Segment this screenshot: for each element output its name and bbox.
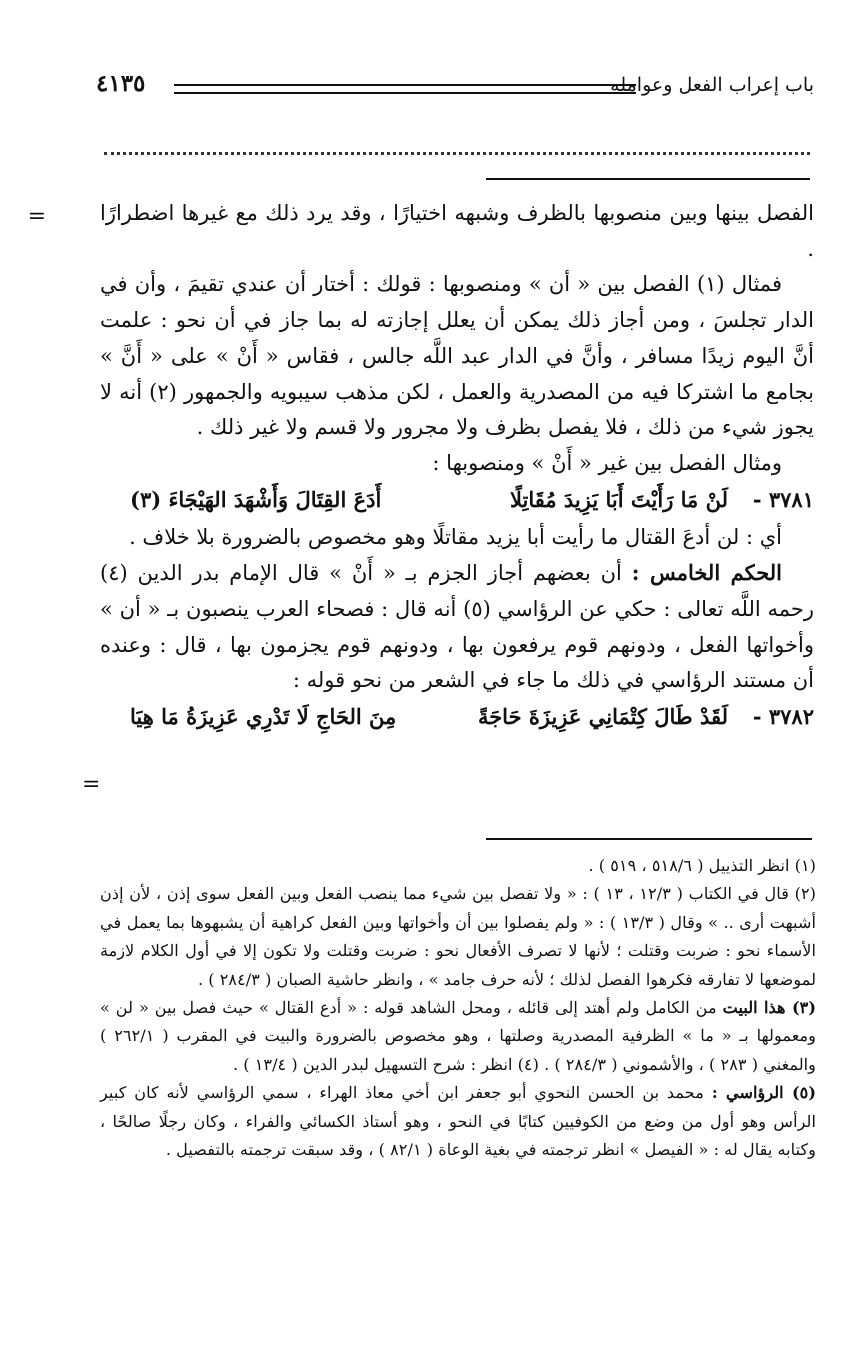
running-header <box>96 70 814 104</box>
footnote-text: محمد بن الحسن النحوي أبو جعفر ابن أخي معاذ الهراء ، سمي الرؤاسي لأنه كان كبير الرأس وهو أول من وضع من الكوفيين كتابًا في النحو ، وهو أستاذ الكسائي والفراء ، وكان رجلًا صالحًا ، وكتابه يقال له : « الفيصل » انظر ترجمته في بغية الوعاة ( ٨٢/١ ) ، وقد سبقت ترجمته بالتفصيل . <box>100 1083 816 1160</box>
verse-hemistich-second: مِنَ الحَاجِ لَا تَدْرِي عَزِيزَةُ مَا هِيَا <box>130 704 397 730</box>
footnote: (١) انظر التذييل ( ٥١٨/٦ ، ٥١٩ ) . <box>588 856 816 875</box>
verse-3781 <box>100 482 814 520</box>
footnote <box>100 994 816 1079</box>
verse-number: ٣٧٨٢ - <box>752 704 814 730</box>
paragraph: ومثال الفصل بين غير « أَنْ » ومنصوبها : <box>432 450 782 475</box>
footnotes <box>100 852 816 1164</box>
continuation-mark-top: = <box>27 204 46 229</box>
paragraph: الفصل بينها وبين منصوبها بالظرف وشبهه اختيارًا ، وقد يرد ذلك مع غيرها اضطرارًا . <box>100 201 814 261</box>
chapter-title: باب إعراب الفعل وعوامله <box>610 74 814 96</box>
footnote-lead: (٣) هذا البيت <box>722 998 816 1018</box>
verse-hemistich-first: لَنْ مَا رَأَيْتَ أَبَا يَزِيدَ مُقَاتِلًا <box>509 486 728 512</box>
footnote: (٢) قال في الكتاب ( ١٢/٣ ، ١٣ ) : « ولا تفصل بين شيء مما ينصب الفعل وبين الفعل سوى إذن ، لأن إذن أشبهت أرى .. » وقال ( ١٣/٣ ) : « ولم يفصلوا بين أن وأخواتها وبين الفعل كراهية أن يشبهوها بما يعمل في الأسماء نحو : ضربت وقتلت ؛ لأنها لا تصرف الأفعال نحو : ضربت وقتلت ولا تكون إلا في أول الكلام لازمة لموضعها لا تفارقه فكرهوا الفصل لذلك ؛ لأنه حرف جامد » ، وانظر حاشية الصبان ( ٢٨٤/٣ ) . <box>100 884 817 989</box>
verse-number: ٣٧٨١ - <box>752 486 814 512</box>
footnote <box>100 1079 816 1164</box>
header-double-rule <box>174 84 636 94</box>
footnote-rule <box>486 838 812 840</box>
page-number: ٤١٣٥ <box>96 70 146 97</box>
verse-hemistich-second: أَدَعَ القِتَالَ وَأَشْهَدَ الهَيْجَاءَ (٣) <box>130 486 382 512</box>
footnote-text: من الكامل ولم أهتد إلى قائله ، ومحل الشاهد قوله : « أدع القتال » حيث فصل بين « لن » ومعمولها بـ « ما » الظرفية المصدرية وصلتها ، وهو مخصوص بالضرورة والبيت في المقرب ( ٢٦٢/١ ) والمغني ( ٢٨٣ ) ، والأشموني ( ٢٨٤/٣ ) . (٤) انظر : شرح التسهيل لبدر الدين ( ١٣/٤ ) . <box>100 998 816 1074</box>
section-heading: الحكم الخامس : <box>631 560 783 586</box>
paragraph <box>100 555 814 699</box>
main-text <box>100 196 814 737</box>
footnote-lead: (٥) الرؤاسي : <box>711 1083 816 1103</box>
paragraph: فمثال (١) الفصل بين « أن » ومنصوبها : قولك : أختار أن عندي تقيمَ ، وأن في الدار تجلسَ ، ومن أجاز ذلك يمكن أن يعلل إجازته له بما جاز في أن نحو : علمت أنَّ اليوم زيدًا مسافر ، وأنَّ في الدار عبد اللَّه جالس ، فقاس « أَنْ » على « أَنَّ » بجامع ما اشتركا فيه من المصدرية والعمل ، لكن مذهب سيبويه والجمهور (٢) أنه لا يجوز شيء من ذلك ، فلا يفصل بظرف ولا مجرور ولا قسم ولا غير ذلك . <box>100 272 814 440</box>
top-short-rule <box>486 178 810 180</box>
verse-hemistich-first: لَقَدْ طَالَ كِتْمَانِي عَزِيزَةَ حَاجَةً <box>477 704 728 730</box>
dotted-separator <box>104 140 810 155</box>
paragraph-text: أن بعضهم أجاز الجزم بـ « أَنْ » قال الإمام بدر الدين (٤) رحمه اللَّه تعالى : حكي عن الرؤاسي (٥) أنه قال : فصحاء العرب ينصبون بـ « أن » وأخواتها الفعل ، ودونهم قوم يرفعون بها ، ودونهم قوم يجزمون بها ، قال : وعنده أن مستند الرؤاسي في ذلك ما جاء في الشعر من نحو قوله : <box>100 561 815 693</box>
verse-3782 <box>100 699 814 737</box>
continuation-mark-bottom: = <box>82 772 101 797</box>
paragraph: أي : لن أدعَ القتال ما رأيت أبا يزيد مقاتلًا وهو مخصوص بالضرورة بلا خلاف . <box>129 524 782 549</box>
